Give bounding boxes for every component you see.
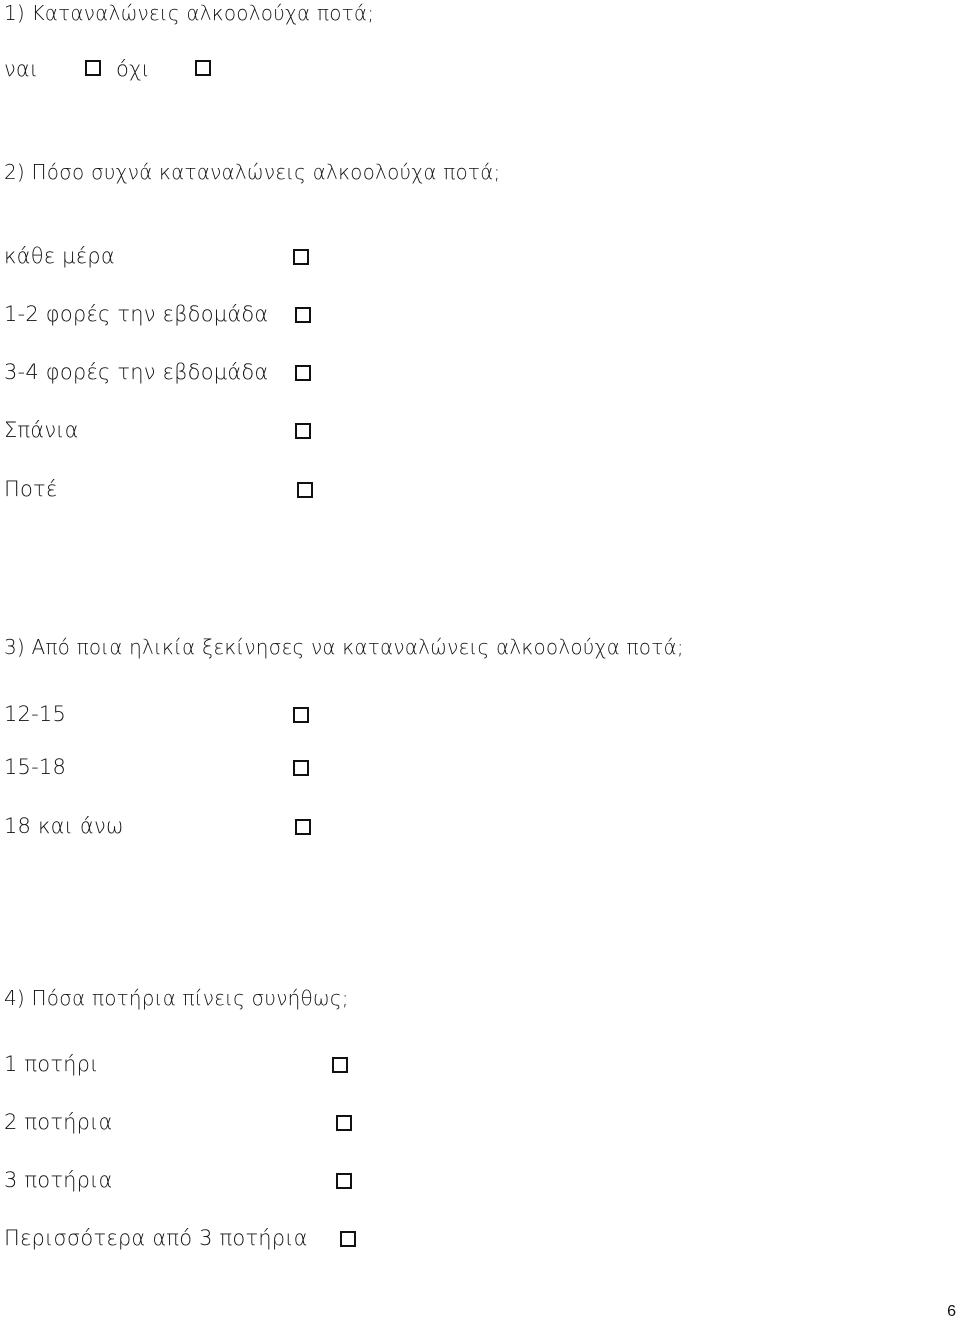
q1-option-yes-checkbox[interactable] — [85, 60, 101, 76]
q4-option-more-than-3-label: Περισσότερα από 3 ποτήρια — [4, 1226, 308, 1250]
q4-option-1-glass-label: 1 ποτήρι — [4, 1052, 99, 1076]
q4-option-3-glasses-checkbox[interactable] — [336, 1173, 352, 1189]
q4-option-more-than-3-checkbox[interactable] — [340, 1231, 356, 1247]
q3-option-12-15-checkbox[interactable] — [293, 707, 309, 723]
q2-option-rarely-checkbox[interactable] — [295, 423, 311, 439]
q1-option-no-checkbox[interactable] — [195, 60, 211, 76]
q3-option-15-18-label: 15-18 — [4, 755, 67, 779]
question-4-title: 4) Πόσα ποτήρια πίνεις συνήθως; — [4, 986, 349, 1010]
q2-option-3-4-week-label: 3-4 φορές την εβδομάδα — [4, 360, 269, 384]
q2-option-never-label: Ποτέ — [4, 477, 58, 501]
q2-option-rarely-label: Σπάνια — [4, 418, 79, 442]
q2-option-3-4-week-checkbox[interactable] — [295, 365, 311, 381]
q3-option-18-plus-label: 18 και άνω — [4, 814, 124, 838]
q3-option-18-plus-checkbox[interactable] — [295, 819, 311, 835]
page-number: 6 — [947, 1303, 956, 1320]
q4-option-2-glasses-checkbox[interactable] — [336, 1115, 352, 1131]
q4-option-2-glasses-label: 2 ποτήρια — [4, 1110, 113, 1134]
q4-option-3-glasses-label: 3 ποτήρια — [4, 1168, 113, 1192]
q2-option-every-day-checkbox[interactable] — [293, 249, 309, 265]
q1-option-yes-label: ναι — [4, 57, 39, 81]
q2-option-1-2-week-label: 1-2 φορές την εβδομάδα — [4, 302, 269, 326]
q3-option-15-18-checkbox[interactable] — [293, 760, 309, 776]
q2-option-never-checkbox[interactable] — [297, 482, 313, 498]
q3-option-12-15-label: 12-15 — [4, 702, 67, 726]
q2-option-every-day-label: κάθε μέρα — [4, 244, 115, 268]
q4-option-1-glass-checkbox[interactable] — [332, 1057, 348, 1073]
question-3-title: 3) Από ποια ηλικία ξεκίνησες να καταναλώνεις αλκοολούχα ποτά; — [4, 635, 684, 659]
question-2-title: 2) Πόσο συχνά καταναλώνεις αλκοολούχα ποτά; — [4, 160, 501, 184]
q2-option-1-2-week-checkbox[interactable] — [295, 307, 311, 323]
q1-option-no-label: όχι — [116, 57, 151, 81]
question-1-title: 1) Καταναλώνεις αλκοολούχα ποτά; — [4, 1, 375, 25]
